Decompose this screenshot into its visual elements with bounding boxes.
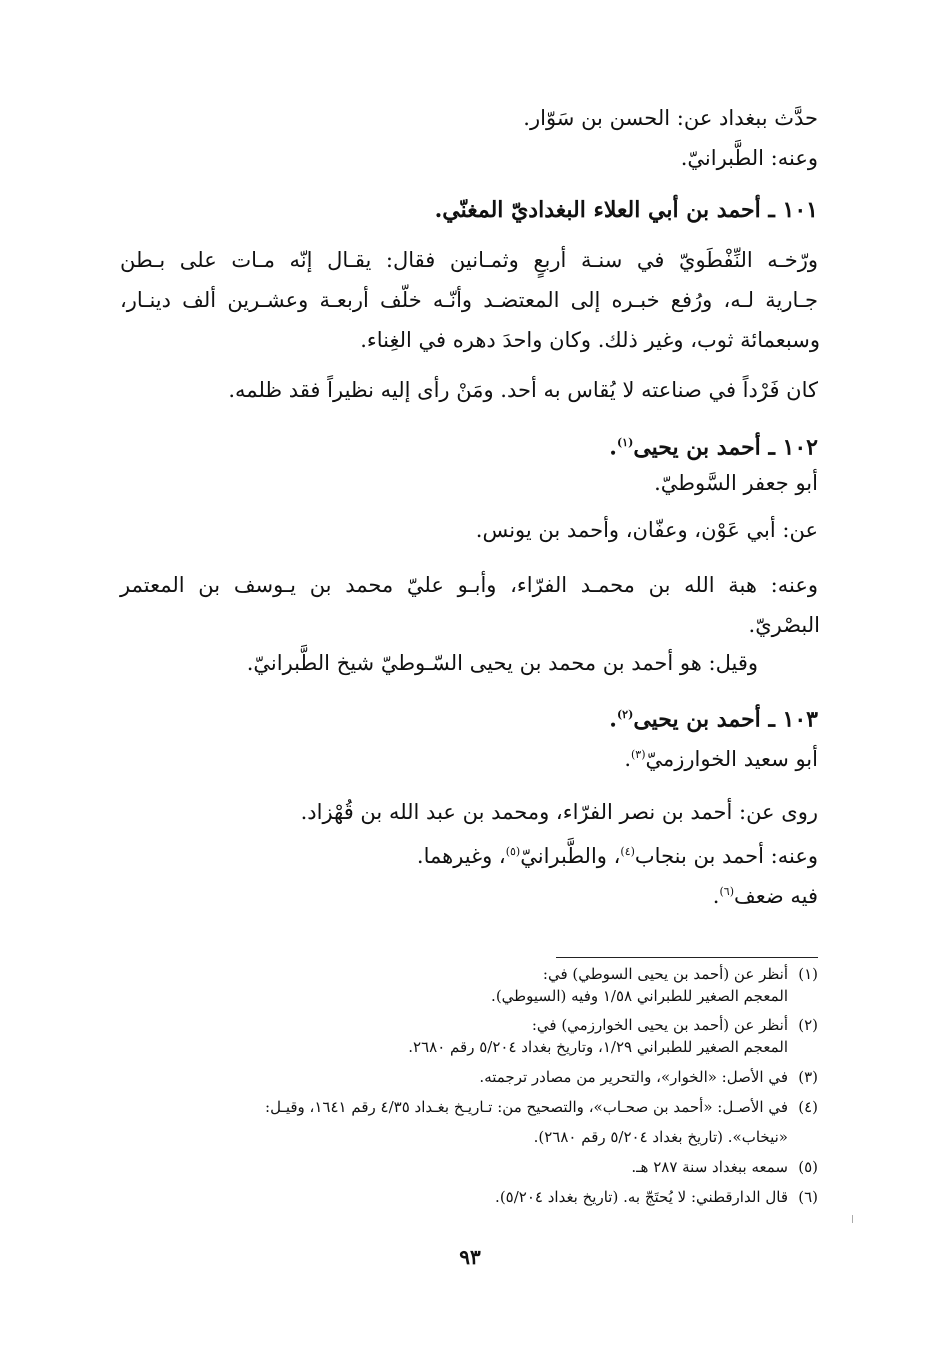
footnote-ref[interactable]: (٦) xyxy=(719,885,734,898)
heading-period: . xyxy=(609,706,617,733)
text-line: حدَّث ببغداد عن: الحسن بن سَوّار. xyxy=(523,106,818,130)
footnote-number: (٢) xyxy=(798,1016,818,1034)
scan-mark xyxy=(852,1215,853,1223)
footnote-ref[interactable]: (١) xyxy=(616,436,634,449)
text-span: ، وغيرهما. xyxy=(416,844,506,868)
footnote-4 xyxy=(118,1096,818,1118)
text-span: ، والطَّبرانيّ xyxy=(520,844,621,868)
text-line: وعنه: الطَّبرانيّ. xyxy=(680,146,818,170)
heading-text: ١٠٣ ـ أحمد بن يحيى xyxy=(633,706,818,733)
footnote-number: (٤) xyxy=(798,1098,818,1116)
footnote-text: أنظر عن (أحمد بن يحيى السوطي) في: xyxy=(542,965,788,983)
text-line: البصْريّ. xyxy=(748,613,820,637)
entry-heading-101: ١٠١ ـ أحمد بن أبي العلاء البغداديّ المغنّي. xyxy=(434,197,818,223)
text-line xyxy=(624,740,818,774)
text-line xyxy=(417,837,818,871)
footnote-ref[interactable]: (٥) xyxy=(505,845,521,858)
text-line: وعنه: هبة الله بن محمـد الفرّاء، وأبـو عليّ محمد بن يـوسف بن المعتمر xyxy=(120,573,818,597)
text-period: . xyxy=(712,884,720,908)
text-line xyxy=(713,877,818,911)
text-line: أبو جعفر السَّوطيّ. xyxy=(654,471,818,495)
entry-heading-103 xyxy=(609,700,818,734)
footnote-text: سمعه ببغداد سنة ٢٨٧ هـ. xyxy=(631,1158,788,1176)
text-line: ورّخـه النِّفْطَويّ في سنـة أربعٍ وثمـانين فقال: يقـال إنّه مـات على بـطن xyxy=(120,248,818,272)
text-line: عن: أبي عَوْن، وعفّان، وأحمد بن يونس. xyxy=(475,518,818,542)
footnote-3 xyxy=(479,1066,818,1088)
text-line: كان فَرْداً في صناعته لا يُقاس به أحد. ومَنْ رأى إليه نظيراً فقد ظلمه. xyxy=(228,378,818,402)
entry-heading-102 xyxy=(609,428,818,462)
footnote-number: (٦) xyxy=(798,1188,818,1206)
text-line: وسبعمائة ثوب، وغير ذلك. وكان واحدَ دهره في الغِناء. xyxy=(360,328,820,352)
heading-text: ١٠٢ ـ أحمد بن يحيى xyxy=(633,434,818,461)
footnote-number: (١) xyxy=(798,965,818,983)
footnote-ref[interactable]: (٤) xyxy=(620,845,635,858)
footnote-divider xyxy=(556,957,818,958)
text-line: روى عن: أحمد بن نصر الفرّاء، ومحمد بن عبد الله بن قُهْزاد. xyxy=(300,800,818,824)
footnote-text: في الأصل: «الخوار»، والتحرير من مصادر ترجمته. xyxy=(479,1068,788,1086)
footnote-text: في الأصـل: «أحمد بن صحـاب»، والتصحيح من: تـاريـخ بغـداد ٤/٣٥ رقم ١٦٤١، وقيـل: xyxy=(265,1098,788,1116)
footnote-2 xyxy=(532,1014,818,1036)
heading-period: . xyxy=(609,434,617,461)
footnote-number: (٥) xyxy=(798,1158,818,1176)
footnote-text: أنظر عن (أحمد بن يحيى الخوارزمي) في: xyxy=(531,1016,788,1034)
text-span: فيه ضعف xyxy=(733,884,818,908)
footnote-6 xyxy=(495,1186,818,1208)
page-number: ٩٣ xyxy=(459,1245,481,1269)
text-span: وعنه: أحمد بن بنجاب xyxy=(634,844,818,868)
text-period: . xyxy=(624,747,631,771)
footnote-ref[interactable]: (٢) xyxy=(616,708,634,721)
text-line: وقيل: هو أحمد بن محمد بن يحيى السّـوطيّ شيخ الطَّبرانيّ. xyxy=(246,651,758,675)
footnote-4-cont: «نيخاب». (تاريخ بغداد ٥/٢٠٤ رقم ٢٦٨٠). xyxy=(533,1128,788,1146)
footnote-text: قال الدارقطني: لا يُحتَجّ به. (تاريخ بغداد ٥/٢٠٤). xyxy=(495,1188,788,1206)
footnote-2-cont: المعجم الصغير للطبراني ١/٢٩، وتاريخ بغداد ٥/٢٠٤ رقم ٢٦٨٠. xyxy=(408,1038,788,1056)
text-line: جـارية لـه، ورُفع خبـره إلى المعتضـد وأنّـه خلّف أربعـة وعشـرين ألف دينـار، xyxy=(120,288,818,312)
footnote-ref[interactable]: (٣) xyxy=(631,748,646,761)
footnote-1 xyxy=(543,963,818,985)
footnote-5 xyxy=(631,1156,818,1178)
footnote-1-cont: المعجم الصغير للطبراني ١/٥٨ وفيه (السيوطي). xyxy=(491,987,788,1005)
footnote-number: (٣) xyxy=(798,1068,818,1086)
text-span: أبو سعيد الخوارزميّ xyxy=(645,747,818,771)
